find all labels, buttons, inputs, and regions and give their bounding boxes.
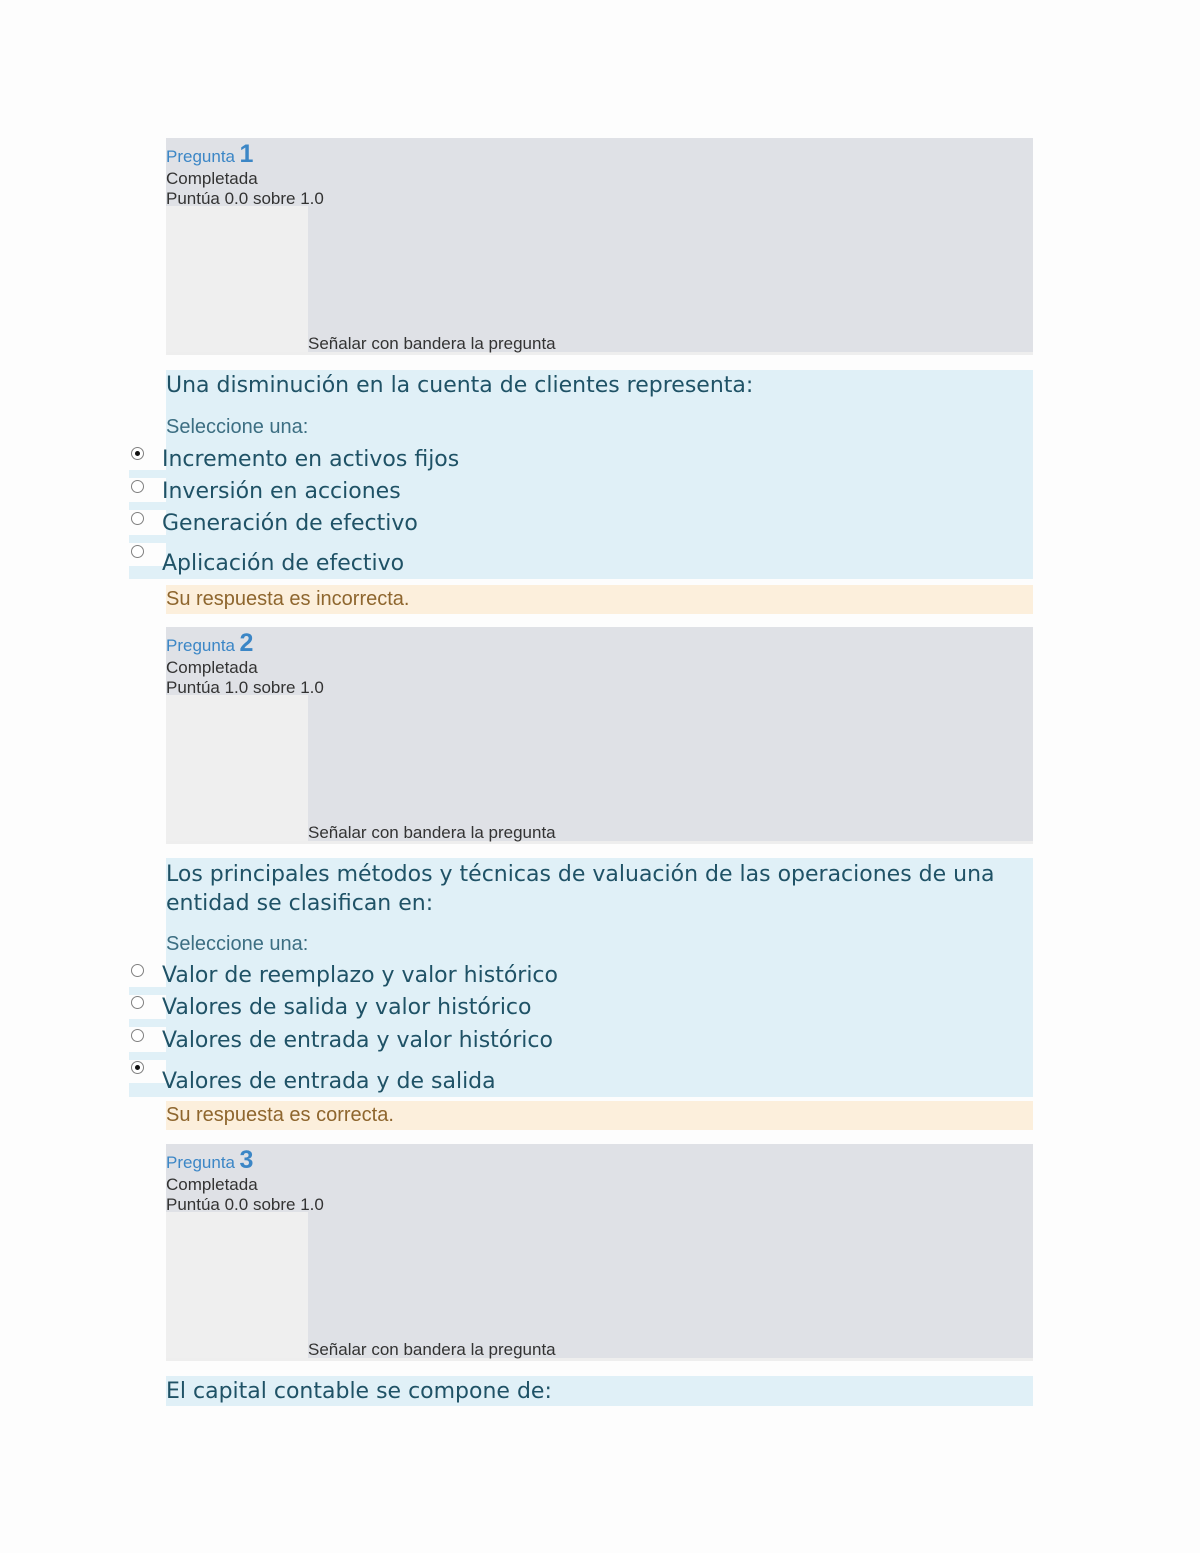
question-number-value: 2 bbox=[239, 629, 254, 657]
option-label[interactable]: Generación de efectivo bbox=[162, 511, 418, 536]
option-radio[interactable] bbox=[131, 1029, 144, 1042]
answer-strip bbox=[129, 470, 166, 478]
option-label[interactable]: Valores de entrada y de salida bbox=[162, 1069, 496, 1094]
question-info-3 bbox=[166, 1144, 1033, 1361]
option-radio[interactable] bbox=[131, 512, 144, 525]
option-label[interactable]: Inversión en acciones bbox=[162, 479, 401, 504]
question-label: Pregunta bbox=[166, 636, 235, 655]
question-label: Pregunta bbox=[166, 147, 235, 166]
question-number-value: 3 bbox=[239, 1146, 254, 1174]
option-radio[interactable] bbox=[131, 545, 144, 558]
question-number bbox=[166, 1146, 253, 1175]
question-label: Pregunta bbox=[166, 1153, 235, 1172]
option-label[interactable]: Incremento en activos fijos bbox=[162, 447, 460, 472]
flag-question-link[interactable]: Señalar con bandera la pregunta bbox=[308, 1340, 556, 1359]
option-radio[interactable] bbox=[131, 1061, 144, 1074]
answer-strip bbox=[129, 502, 166, 510]
answer-panel bbox=[129, 566, 166, 579]
option-radio[interactable] bbox=[131, 447, 144, 460]
feedback-message: Su respuesta es correcta. bbox=[166, 1101, 1033, 1130]
feedback-message: Su respuesta es incorrecta. bbox=[166, 585, 1033, 614]
question-number bbox=[166, 140, 253, 169]
question-grade: Puntúa 1.0 sobre 1.0 bbox=[166, 678, 324, 697]
answer-panel bbox=[129, 1083, 166, 1097]
option-radio[interactable] bbox=[131, 996, 144, 1009]
question-grade: Puntúa 0.0 sobre 1.0 bbox=[166, 1195, 324, 1214]
answer-prompt: Seleccione una: bbox=[166, 416, 309, 438]
option-label[interactable]: Valores de salida y valor histórico bbox=[162, 995, 532, 1020]
question-text: El capital contable se compone de: bbox=[166, 1379, 552, 1404]
info-side-panel bbox=[166, 695, 308, 841]
question-formulation-1 bbox=[166, 370, 1033, 579]
info-side-panel bbox=[166, 206, 308, 352]
answer-strip bbox=[129, 1052, 166, 1060]
answer-strip bbox=[129, 1019, 166, 1027]
flag-question-link[interactable]: Señalar con bandera la pregunta bbox=[308, 334, 556, 353]
flag-question-link[interactable]: Señalar con bandera la pregunta bbox=[308, 823, 556, 842]
info-side-panel bbox=[166, 1212, 308, 1358]
question-state: Completada bbox=[166, 169, 258, 188]
option-label[interactable]: Aplicación de efectivo bbox=[162, 551, 405, 576]
question-number-value: 1 bbox=[239, 140, 254, 168]
option-radio[interactable] bbox=[131, 480, 144, 493]
question-number bbox=[166, 629, 253, 658]
question-text: Una disminución en la cuenta de clientes representa: bbox=[166, 373, 754, 398]
answer-strip bbox=[129, 987, 166, 995]
option-label[interactable]: Valor de reemplazo y valor histórico bbox=[162, 963, 558, 988]
answer-prompt: Seleccione una: bbox=[166, 933, 309, 955]
answer-strip bbox=[129, 535, 166, 543]
question-grade: Puntúa 0.0 sobre 1.0 bbox=[166, 189, 324, 208]
question-state: Completada bbox=[166, 1175, 258, 1194]
question-state: Completada bbox=[166, 658, 258, 677]
option-radio[interactable] bbox=[131, 964, 144, 977]
question-info-2 bbox=[166, 627, 1033, 844]
option-label[interactable]: Valores de entrada y valor histórico bbox=[162, 1028, 553, 1053]
question-text: Los principales métodos y técnicas de valuación de las operaciones de una entidad se clasifican en: bbox=[166, 862, 995, 916]
question-info-1 bbox=[166, 138, 1033, 355]
